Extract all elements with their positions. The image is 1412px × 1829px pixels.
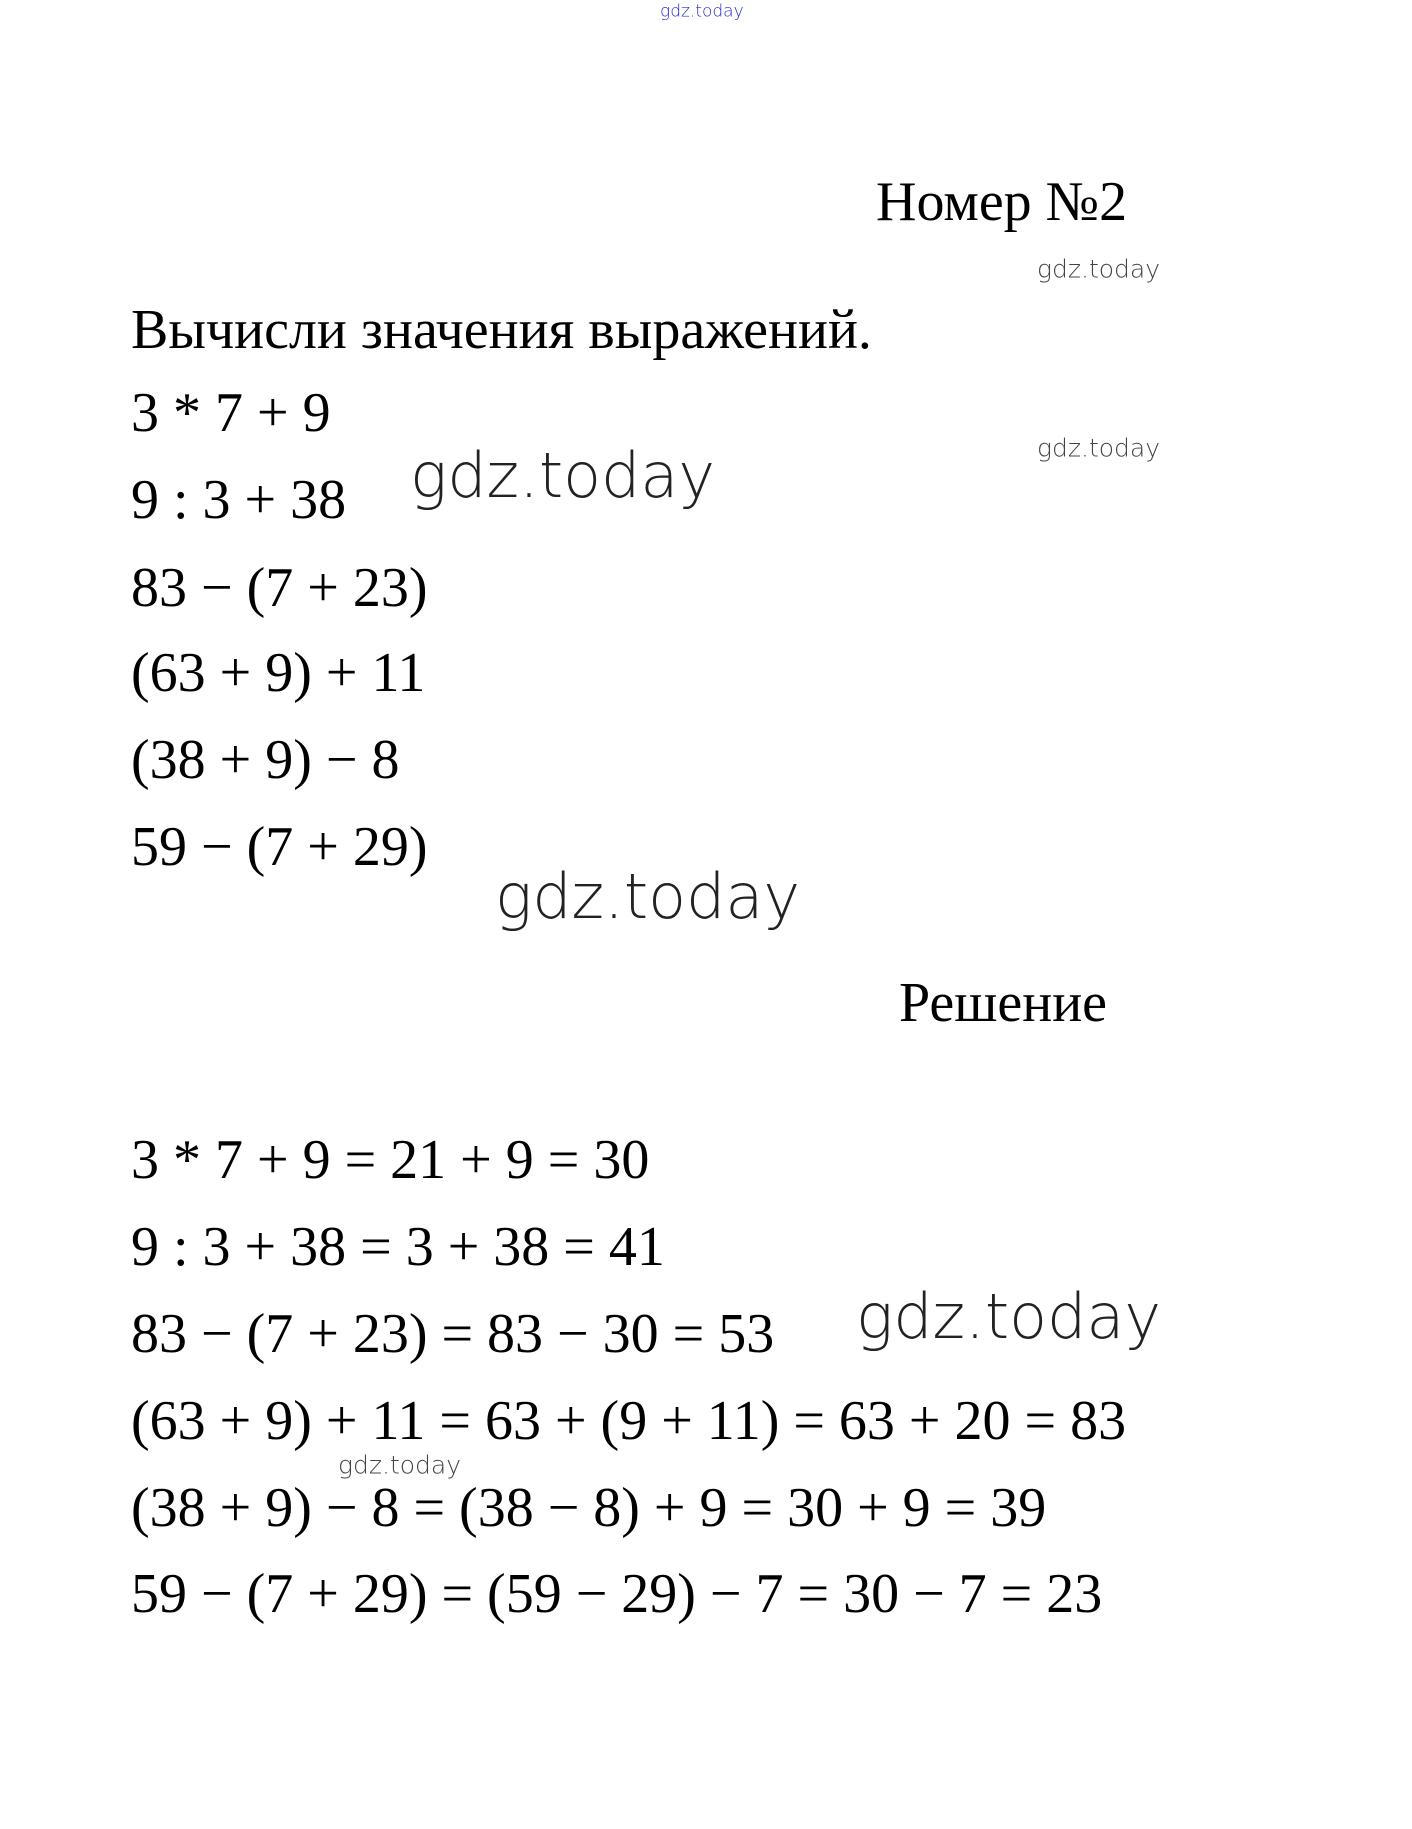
watermark: gdz.today xyxy=(338,1450,462,1480)
watermark: gdz.today xyxy=(495,860,801,933)
solution-line: (63 + 9) + 11 = 63 + (9 + 11) = 63 + 20 = 83 xyxy=(131,1390,1127,1452)
solution-line: (38 + 9) − 8 = (38 − 8) + 9 = 30 + 9 = 39 xyxy=(131,1477,1047,1539)
solution-line: 9 : 3 + 38 = 3 + 38 = 41 xyxy=(131,1216,665,1278)
page-title: Номер №2 xyxy=(876,171,1128,233)
expression: 9 : 3 + 38 xyxy=(131,469,347,531)
expression: 3 * 7 + 9 xyxy=(131,382,331,444)
solution-line: 3 * 7 + 9 = 21 + 9 = 30 xyxy=(131,1129,650,1191)
watermark: gdz.today xyxy=(856,1280,1162,1353)
solution-heading: Решение xyxy=(899,972,1108,1034)
solution-line: 59 − (7 + 29) = (59 − 29) − 7 = 30 − 7 = 23 xyxy=(131,1563,1103,1625)
expression: (38 + 9) − 8 xyxy=(131,729,400,791)
solution-line: 83 − (7 + 23) = 83 − 30 = 53 xyxy=(131,1303,775,1365)
watermark: gdz.today xyxy=(410,439,716,512)
watermark: gdz.today xyxy=(1037,433,1161,463)
expression: 59 − (7 + 29) xyxy=(131,816,428,878)
watermark: gdz.today xyxy=(1037,254,1161,284)
task-heading: Вычисли значения выражений. xyxy=(131,299,872,361)
expression: (63 + 9) + 11 xyxy=(131,642,426,704)
watermark-top: gdz.today xyxy=(660,1,744,22)
expression: 83 − (7 + 23) xyxy=(131,557,428,619)
